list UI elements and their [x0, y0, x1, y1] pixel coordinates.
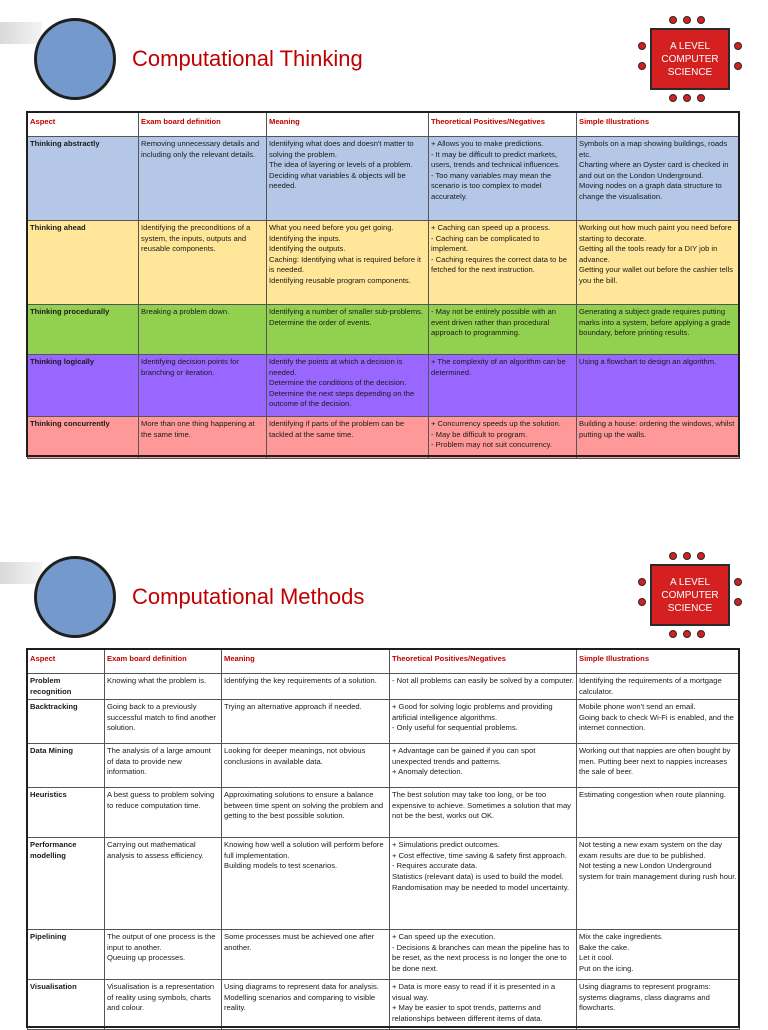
positives-negatives-cell: The best solution may take too long, or be too expensive to achieve. Sometimes a solution that may not be the best, works out OK. — [390, 788, 577, 838]
positives-negatives-cell: + The complexity of an algorithm can be determined. — [429, 355, 577, 417]
definition-cell: The analysis of a large amount of data to provide new information. — [105, 744, 222, 788]
slide-computational-thinking — [0, 0, 768, 470]
chip-pin — [638, 62, 646, 70]
illustrations-cell: Symbols on a map showing buildings, roads etc. Charting where an Oyster card is checked in and out on the London Underground. Moving nodes on a graph data structure to change the visualisation. — [577, 137, 740, 221]
meaning-cell: Trying an alternative approach if needed. — [222, 700, 390, 744]
definition-cell: Breaking a problem down. — [139, 305, 267, 355]
table-row — [28, 744, 740, 788]
illustrations-cell: Building a house: ordering the windows, whilst putting up the walls. — [577, 417, 740, 459]
definition-cell: More than one thing happening at the same time. — [139, 417, 267, 459]
definition-cell: Identifying the preconditions of a system, the inputs, outputs and reusable components. — [139, 221, 267, 305]
table-row — [28, 417, 740, 459]
aspect-cell: Thinking concurrently — [28, 417, 139, 459]
table-header-row — [28, 113, 740, 137]
logo-chip-body — [650, 28, 730, 90]
aspect-cell: Performance modelling — [28, 838, 105, 930]
definition-cell: The output of one process is the input to another. Queuing up processes. — [105, 930, 222, 980]
table-row — [28, 674, 740, 700]
definition-cell: Visualisation is a representation of reality using symbols, charts and colour. — [105, 980, 222, 1030]
header-simple-illustrations: Simple Illustrations — [577, 113, 740, 137]
logo-line: SCIENCE — [667, 66, 713, 78]
positives-negatives-cell: + Concurrency speeds up the solution. - May be difficult to program. - Problem may not suit concurrency. — [429, 417, 577, 459]
chip-pin — [638, 42, 646, 50]
table-row — [28, 700, 740, 744]
meaning-cell: Identifying a number of smaller sub-problems. Determine the order of events. — [267, 305, 429, 355]
definition-cell: Removing unnecessary details and including only the relevant details. — [139, 137, 267, 221]
chip-pin — [669, 630, 677, 638]
chip-pin — [697, 630, 705, 638]
meaning-cell: What you need before you get going. Identifying the inputs. Identifying the outputs. Caching: Identifying what is required before it is needed. Identifying reusable program components. — [267, 221, 429, 305]
chip-pin — [697, 94, 705, 102]
aspect-cell: Heuristics — [28, 788, 105, 838]
positives-negatives-cell: + Advantage can be gained if you can spot unexpected trends and patterns. + Anomaly detection. — [390, 744, 577, 788]
chip-pin — [638, 598, 646, 606]
table-row — [28, 355, 740, 417]
positives-negatives-cell: + Good for solving logic problems and providing artificial intelligence algorithms. - Only useful for sequential problems. — [390, 700, 577, 744]
aspect-cell: Visualisation — [28, 980, 105, 1030]
table-row — [28, 980, 740, 1030]
definition-cell: A best guess to problem solving to reduce computation time. — [105, 788, 222, 838]
chip-pin — [697, 552, 705, 560]
aspect-cell: Thinking ahead — [28, 221, 139, 305]
chip-pin — [734, 578, 742, 586]
decorative-tab — [0, 562, 42, 584]
logo-chip-body — [650, 564, 730, 626]
illustrations-cell: Mix the cake ingredients. Bake the cake. Let it cool. Put on the icing. — [577, 930, 740, 980]
illustrations-cell: Using a flowchart to design an algorithm. — [577, 355, 740, 417]
chip-pin — [683, 630, 691, 638]
table-row — [28, 788, 740, 838]
slide-title: Computational Methods — [132, 584, 365, 609]
definition-cell: Going back to a previously successful match to find another solution. — [105, 700, 222, 744]
blue-circle-graphic — [34, 556, 116, 638]
definition-cell: Knowing what the problem is. — [105, 674, 222, 700]
chip-pin — [734, 62, 742, 70]
slide-computational-methods — [0, 540, 768, 1024]
header-aspect: Aspect — [28, 113, 139, 137]
meaning-cell: Looking for deeper meanings, not obvious conclusions in available data. — [222, 744, 390, 788]
table-row — [28, 305, 740, 355]
illustrations-cell: Working out that nappies are often bought by men. Putting beer next to nappies increases the sale of beer. — [577, 744, 740, 788]
meaning-cell: Identifying if parts of the problem can be tackled at the same time. — [267, 417, 429, 459]
a-level-computer-science-logo — [638, 550, 742, 642]
header-meaning: Meaning — [222, 650, 390, 674]
table-row — [28, 930, 740, 980]
header-simple-illustrations: Simple Illustrations — [577, 650, 740, 674]
illustrations-cell: Working out how much paint you need before starting to decorate. Getting all the tools ready for a DIY job in advance. Getting your wallet out before the cashier tells you the bill. — [577, 221, 740, 305]
decorative-tab — [0, 22, 42, 44]
aspect-cell: Thinking logically — [28, 355, 139, 417]
logo-line: A LEVEL — [669, 40, 711, 52]
header-positives-negatives: Theoretical Positives/Negatives — [390, 650, 577, 674]
positives-negatives-cell: + Simulations predict outcomes. + Cost effective, time saving & safety first approach. - Requires accurate data. Statistics (relevant data) is used to build the model. Randomisation may be needed to model uncertainty. — [390, 838, 577, 930]
meaning-cell: Approximating solutions to ensure a balance between time spent on solving the problem and getting to the best possible solution. — [222, 788, 390, 838]
chip-pin — [669, 16, 677, 24]
header-positives-negatives: Theoretical Positives/Negatives — [429, 113, 577, 137]
chip-pin — [734, 598, 742, 606]
illustrations-cell: Estimating congestion when route planning. — [577, 788, 740, 838]
illustrations-cell: Using diagrams to represent programs: systems diagrams, class diagrams and flowcharts. — [577, 980, 740, 1030]
header-exam-board-definition: Exam board definition — [105, 650, 222, 674]
positives-negatives-cell: + Data is more easy to read if it is presented in a visual way. + May be easier to spot trends, patterns and relationships between different items of data. — [390, 980, 577, 1030]
logo-line: SCIENCE — [667, 602, 713, 614]
aspect-cell: Problem recognition — [28, 674, 105, 700]
logo-line: A LEVEL — [669, 576, 711, 588]
positives-negatives-cell: + Caching can speed up a process. - Caching can be complicated to implement. - Caching requires the correct data to be fetched for the next instruction. — [429, 221, 577, 305]
aspect-cell: Data Mining — [28, 744, 105, 788]
meaning-cell: Some processes must be achieved one after another. — [222, 930, 390, 980]
aspect-cell: Backtracking — [28, 700, 105, 744]
meaning-cell: Identifying what does and doesn't matter to solving the problem. The idea of layering or levels of a problem. Deciding what variables & objects will be needed. — [267, 137, 429, 221]
aspect-cell: Thinking abstractly — [28, 137, 139, 221]
table-row — [28, 137, 740, 221]
computational-thinking-table — [27, 112, 740, 459]
computational-methods-table — [27, 649, 740, 1030]
header-exam-board-definition: Exam board definition — [139, 113, 267, 137]
positives-negatives-cell: - May not be entirely possible with an event driven rather than procedural approach to programming. — [429, 305, 577, 355]
positives-negatives-cell: + Can speed up the execution. - Decisions & branches can mean the pipeline has to be reset, as the next process is no longer the one to be done next. — [390, 930, 577, 980]
blue-circle-graphic — [34, 18, 116, 100]
slide-title: Computational Thinking — [132, 46, 363, 71]
meaning-cell: Using diagrams to represent data for analysis. Modelling scenarios and comparing to visible reality. — [222, 980, 390, 1030]
header-aspect: Aspect — [28, 650, 105, 674]
illustrations-cell: Identifying the requirements of a mortgage calculator. — [577, 674, 740, 700]
chip-pin — [697, 16, 705, 24]
definition-cell: Carrying out mathematical analysis to assess efficiency. — [105, 838, 222, 930]
a-level-computer-science-logo — [638, 14, 742, 106]
aspect-cell: Thinking procedurally — [28, 305, 139, 355]
header-meaning: Meaning — [267, 113, 429, 137]
chip-pin — [683, 94, 691, 102]
illustrations-cell: Mobile phone won't send an email. Going back to check Wi-Fi is enabled, and the internet connection. — [577, 700, 740, 744]
meaning-cell: Identify the points at which a decision is needed. Determine the conditions of the decision. Determine the next steps depending on the outcome of the decision. — [267, 355, 429, 417]
aspect-cell: Pipelining — [28, 930, 105, 980]
logo-line: COMPUTER — [661, 589, 719, 601]
positives-negatives-cell: + Allows you to make predictions. - It may be difficult to predict markets, users, trends and technical influences. - Too many variables may mean the scenario is too complex to model accurately. — [429, 137, 577, 221]
chip-pin — [669, 94, 677, 102]
definition-cell: Identifying decision points for branching or iteration. — [139, 355, 267, 417]
logo-line: COMPUTER — [661, 53, 719, 65]
table-row — [28, 838, 740, 930]
chip-pin — [734, 42, 742, 50]
illustrations-cell: Generating a subject grade requires putting marks into a system, before applying a grade boundary, before printing results. — [577, 305, 740, 355]
table-row — [28, 221, 740, 305]
meaning-cell: Identifying the key requirements of a solution. — [222, 674, 390, 700]
chip-pin — [683, 552, 691, 560]
illustrations-cell: Not testing a new exam system on the day exam results are due to be published. Not testing a new London Underground system for train management during rush hour. — [577, 838, 740, 930]
positives-negatives-cell: - Not all problems can easily be solved by a computer. — [390, 674, 577, 700]
chip-pin — [669, 552, 677, 560]
chip-pin — [683, 16, 691, 24]
meaning-cell: Knowing how well a solution will perform before full implementation. Building models to test scenarios. — [222, 838, 390, 930]
chip-pin — [638, 578, 646, 586]
table-header-row — [28, 650, 740, 674]
